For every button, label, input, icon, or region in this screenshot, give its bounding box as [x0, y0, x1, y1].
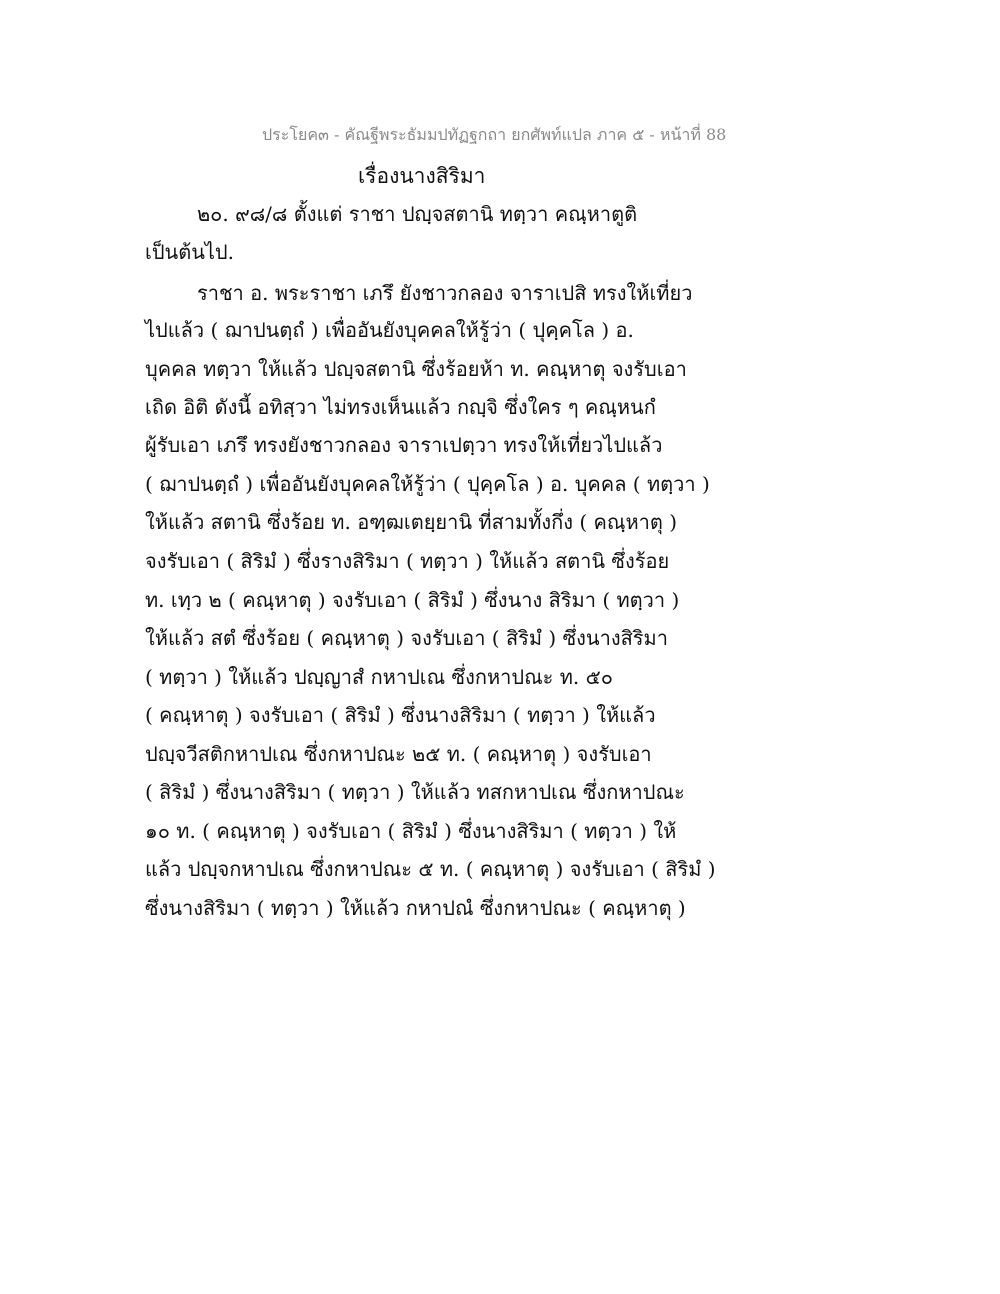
text-line: ผู้รับเอา เภรึ ทรงยังชาวกลอง จาราเปตฺวา ทรงให้เที่ยวไปแล้ว: [145, 433, 663, 457]
text-line: ให้แล้ว สตานิ ซึ่งร้อย ท. อฑฺฒเตยฺยานิ ที่สามทั้งกึ่ง ( คณฺหาตุ ): [145, 510, 678, 534]
text-line: ให้แล้ว สตํ ซึ่งร้อย ( คณฺหาตุ ) จงรับเอา ( สิริมํ ) ซึ่งนางสิริมา: [145, 626, 668, 650]
text-line: ปญฺจวีสติกหาปเณ ซึ่งกหาปณะ ๒๕ ท. ( คณฺหาตุ ) จงรับเอา: [145, 742, 652, 766]
text-line: ซึ่งนางสิริมา ( ทตฺวา ) ให้แล้ว กหาปณํ ซึ่งกหาปณะ ( คณฺหาตุ ): [145, 896, 686, 920]
story-title: เรื่องนางสิริมา: [358, 164, 486, 188]
text-line: ( คณฺหาตุ ) จงรับเอา ( สิริมํ ) ซึ่งนางสิริมา ( ทตฺวา ) ให้แล้ว: [145, 703, 656, 727]
text-line: แล้ว ปญฺจกหาปเณ ซึ่งกหาปณะ ๕ ท. ( คณฺหาตุ ) จงรับเอา ( สิริมํ ): [145, 857, 716, 881]
text-line: ท. เทฺว ๒ ( คณฺหาตุ ) จงรับเอา ( สิริมํ ) ซึ่งนาง สิริมา ( ทตฺวา ): [145, 588, 680, 612]
text-line: จงรับเอา ( สิริมํ ) ซึ่งรางสิริมา ( ทตฺวา ) ให้แล้ว สตานิ ซึ่งร้อย: [145, 549, 670, 573]
text-line: บุคคล ทตฺวา ให้แล้ว ปญฺจสตานิ ซึ่งร้อยห้า ท. คณฺหาตุ จงรับเอา: [145, 357, 687, 381]
text-line: เถิด อิติ ดังนี้ อทิสฺวา ไม่ทรงเห็นแล้ว กญฺจิ ซึ่งใคร ๆ คณฺหนกํ: [145, 395, 656, 419]
text-line: ( ฌาปนตฺถํ ) เพื่ออันยังบุคคลให้รู้ว่า ( ปุคฺคโล ) อ. บุคคล ( ทตฺวา ): [145, 472, 710, 496]
text-line: ๑๐ ท. ( คณฺหาตุ ) จงรับเอา ( สิริมํ ) ซึ่งนางสิริมา ( ทตฺวา ) ให้: [145, 819, 677, 843]
text-line: ราชา อ. พระราชา เภรึ ยังชาวกลอง จาราเปสิ ทรงให้เที่ยว: [197, 281, 693, 305]
page-header: ประโยค๓ - คัณฐีพระธัมมปทัฏฐกถา ยกศัพท์แปล ภาค ๕ - หน้าที่ 88: [262, 125, 727, 144]
text-line: ( สิริมํ ) ซึ่งนางสิริมา ( ทตฺวา ) ให้แล้ว ทสกหาปเณ ซึ่งกหาปณะ: [145, 780, 685, 804]
text-line: ไปแล้ว ( ฌาปนตฺถํ ) เพื่ออันยังบุคคลให้รู้ว่า ( ปุคฺคโล ) อ.: [145, 318, 634, 342]
text-line: ( ทตฺวา ) ให้แล้ว ปญฺญาสํ กหาปเณ ซึ่งกหาปณะ ท. ๕๐: [145, 665, 613, 689]
text-line: เป็นต้นไป.: [145, 240, 234, 264]
text-line: ๒๐. ๙๘/๘ ตั้งแต่ ราชา ปญฺจสตานิ ทตฺวา คณฺหาตูติ: [197, 202, 638, 226]
